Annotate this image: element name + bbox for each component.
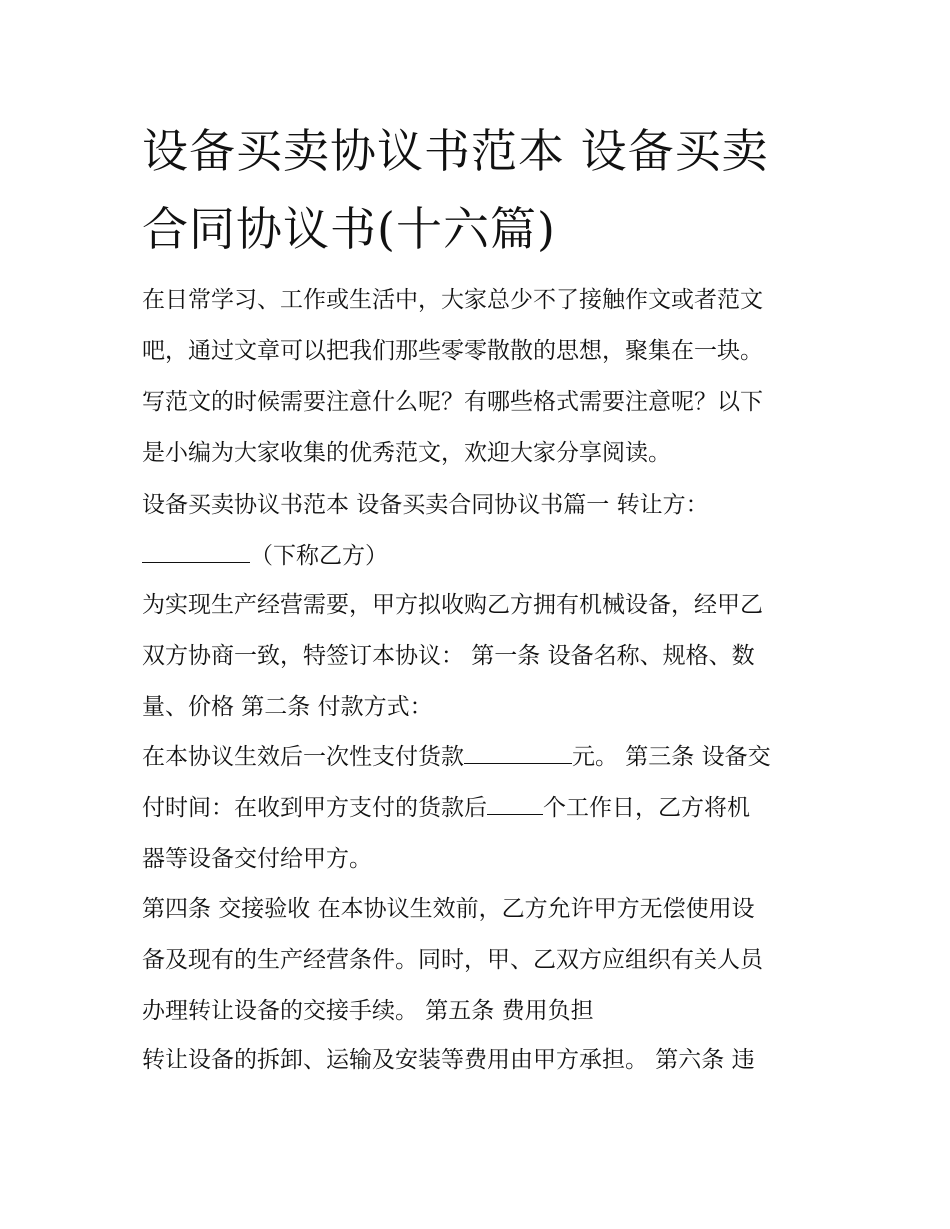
payment-line-3: 器等设备交付给甲方。 <box>142 846 372 872</box>
payment-line-2-prefix: 付时间：在收到甲方支付的货款后 <box>142 795 487 821</box>
payment-line-2 <box>142 783 822 834</box>
acceptance-line-1: 第四条 交接验收 在本协议生效前，乙方允许甲方无偿使用设 <box>142 896 755 922</box>
intro-line-3: 写范文的时候需要注意什么呢？有哪些格式需要注意呢？以下 <box>142 389 763 415</box>
transferor-blank <box>142 540 250 563</box>
intro-paragraph <box>142 275 822 479</box>
acceptance-paragraph <box>142 884 822 1037</box>
purpose-line-1: 为实现生产经营需要，甲方拟收购乙方拥有机械设备，经甲乙 <box>142 592 763 618</box>
transferor-suffix: （下称乙方） <box>250 543 388 569</box>
intro-line-4: 是小编为大家收集的优秀范文，欢迎大家分享阅读。 <box>142 440 671 466</box>
intro-line-2: 吧，通过文章可以把我们那些零零散散的思想，聚集在一块。 <box>142 338 763 364</box>
acceptance-line-2: 备及现有的生产经营条件。同时，甲、乙双方应组织有关人员 <box>142 947 763 973</box>
section-heading-paragraph <box>142 480 822 582</box>
cost-line: 转让设备的拆卸、运输及安装等费用由甲方承担。 第六条 违 <box>142 1047 755 1073</box>
payment-line-2-suffix: 个工作日，乙方将机 <box>543 795 750 821</box>
acceptance-line-3: 办理转让设备的交接手续。 第五条 费用负担 <box>142 998 594 1024</box>
document-title <box>142 112 822 268</box>
payment-line-1 <box>142 732 822 783</box>
payment-line-1-suffix: 元。 第三条 设备交 <box>572 744 771 770</box>
title-line-1: 设备买卖协议书范本 设备买卖 <box>142 124 769 178</box>
workdays-blank <box>487 792 543 815</box>
transferor-line <box>142 531 822 582</box>
purpose-line-2: 双方协商一致，特签订本协议： 第一条 设备名称、规格、数 <box>142 643 755 669</box>
intro-line-1: 在日常学习、工作或生活中，大家总少不了接触作文或者范文 <box>142 287 763 313</box>
payment-paragraph <box>142 732 822 885</box>
purpose-paragraph <box>142 580 822 733</box>
purpose-line-3: 量、价格 第二条 付款方式： <box>142 694 433 720</box>
cost-paragraph <box>142 1035 822 1086</box>
title-line-2: 合同协议书(十六篇) <box>142 202 556 256</box>
payment-amount-blank <box>464 741 572 764</box>
section-heading-line: 设备买卖协议书范本 设备买卖合同协议书篇一 转让方： <box>142 492 709 518</box>
payment-line-1-prefix: 在本协议生效后一次性支付货款 <box>142 744 464 770</box>
